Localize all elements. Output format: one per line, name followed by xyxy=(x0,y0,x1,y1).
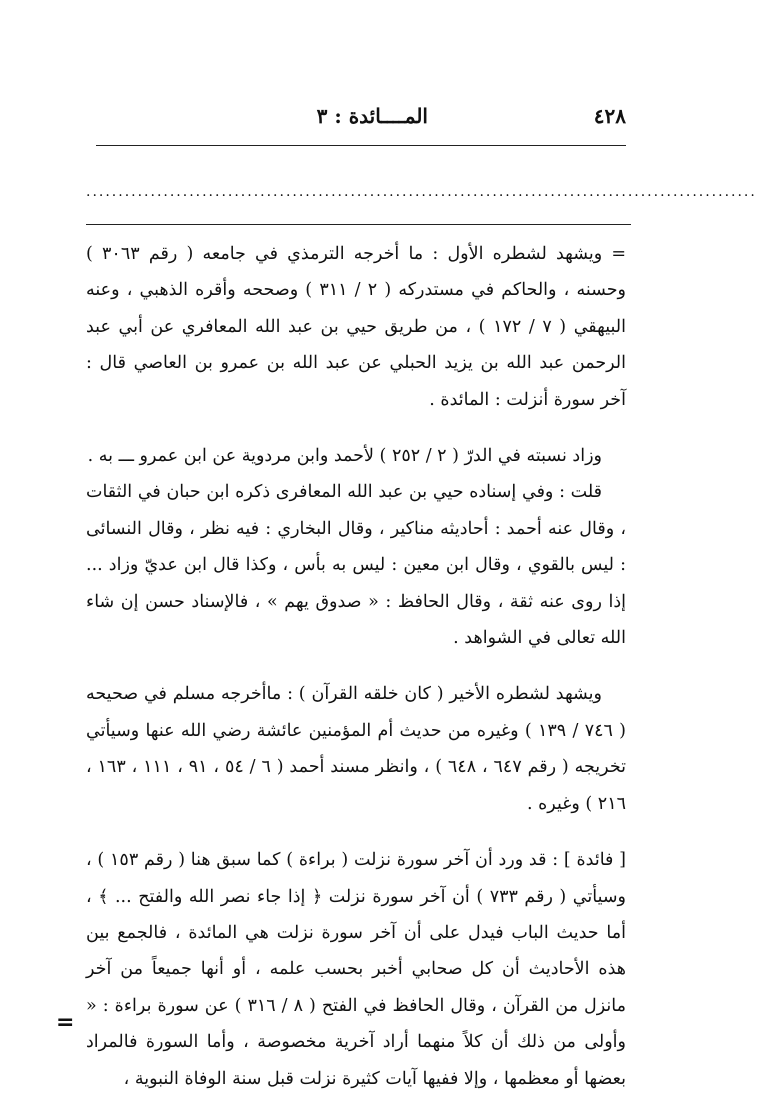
paragraph-benefit: [ فائدة ] : قد ورد أن آخر سورة نزلت ( براءة ) كما سبق هنا ( رقم ١٥٣ ) ، وسيأتي ( رقم ٧٣٣ ) أن آخر سورة نزلت ﴿ إذا جاء نصر الله والفتح ... ﴾ ، أما حديث الباب فيدل على أن آخر سورة نزلت هي المائدة ، فالجمع بين هذه الأحاديث أن كل صحابي أخبر بحسب علمه ، أو أنها جميعاً من آخر مانزل من القرآن ، وقال الحافظ في الفتح ( ٨ / ٣١٦ ) عن سورة براءة : « وأولى من ذلك أن كلاً منهما أراد آخرية مخصوصة ، وأما السورة فالمراد بعضها أو معظمها ، وإلا ففيها آيات كثيرة نزلت قبل سنة الوفاة النبوية ، xyxy=(86,850,627,1089)
dotted-separator: ........................................................................................................ xyxy=(86,184,757,200)
page-number: ٤٢٨ xyxy=(593,104,626,128)
paragraph-addition: وزاد نسبته في الدرّ ( ٢ / ٢٥٢ ) لأحمد وابن مردوية عن ابن عمرو ـــ به . xyxy=(87,446,602,467)
header-rule xyxy=(96,145,626,146)
footnote-text xyxy=(86,236,626,1097)
page-header xyxy=(96,100,626,140)
paragraph-witness-last-part: ويشهد لشطره الأخير ( كان خلقه القرآن ) : ماأخرجه مسلم في صحيحه ( ٧٤٦ / ١٣٩ ) وغيره من حديث أم المؤمنين عائشة رضي الله عنها وسيأتي تخريجه ( رقم ٦٤٧ ، ٦٤٨ ) ، وانظر مسند أحمد ( ٦ / ٥٤ ، ٩١ ، ١١١ ، ١٦٣ ، ٢١٦ ) وغيره . xyxy=(86,684,627,814)
continuation-mark: = xyxy=(56,1010,75,1035)
paragraph-isnad-note: قلت : وفي إسناده حيي بن عبد الله المعافرى ذكره ابن حبان في الثقات ، وقال عنه أحمد : أحاديثه مناكير ، وقال البخاري : فيه نظر ، وقال النسائى : ليس بالقوي ، وقال ابن معين : ليس به بأس ، وكذا قال ابن عديّ وزاد ... إذا روى عنه ثقة ، وقال الحافظ : « صدوق يهم » ، فالإسناد حسن إن شاء الله تعالى في الشواهد . xyxy=(86,482,626,649)
running-title: المــــائدة : ٣ xyxy=(316,104,428,128)
paragraph-witness-first-part: = ويشهد لشطره الأول : ما أخرجه الترمذي في جامعه ( رقم ٣٠٦٣ ) وحسنه ، والحاكم في مستدركه ( ٢ / ٣١١ ) وصححه وأقره الذهبي ، وعنه البيهقي ( ٧ / ١٧٢ ) ، من طريق حيي بن عبد الله المعافري عن أبي عبد الرحمن عبد الله بن يزيد الحبلي عن عبد الله بن عمرو بن العاصي قال : آخر سورة أنزلت : المائدة . xyxy=(86,244,627,410)
footnote-separator-rule xyxy=(86,224,631,225)
